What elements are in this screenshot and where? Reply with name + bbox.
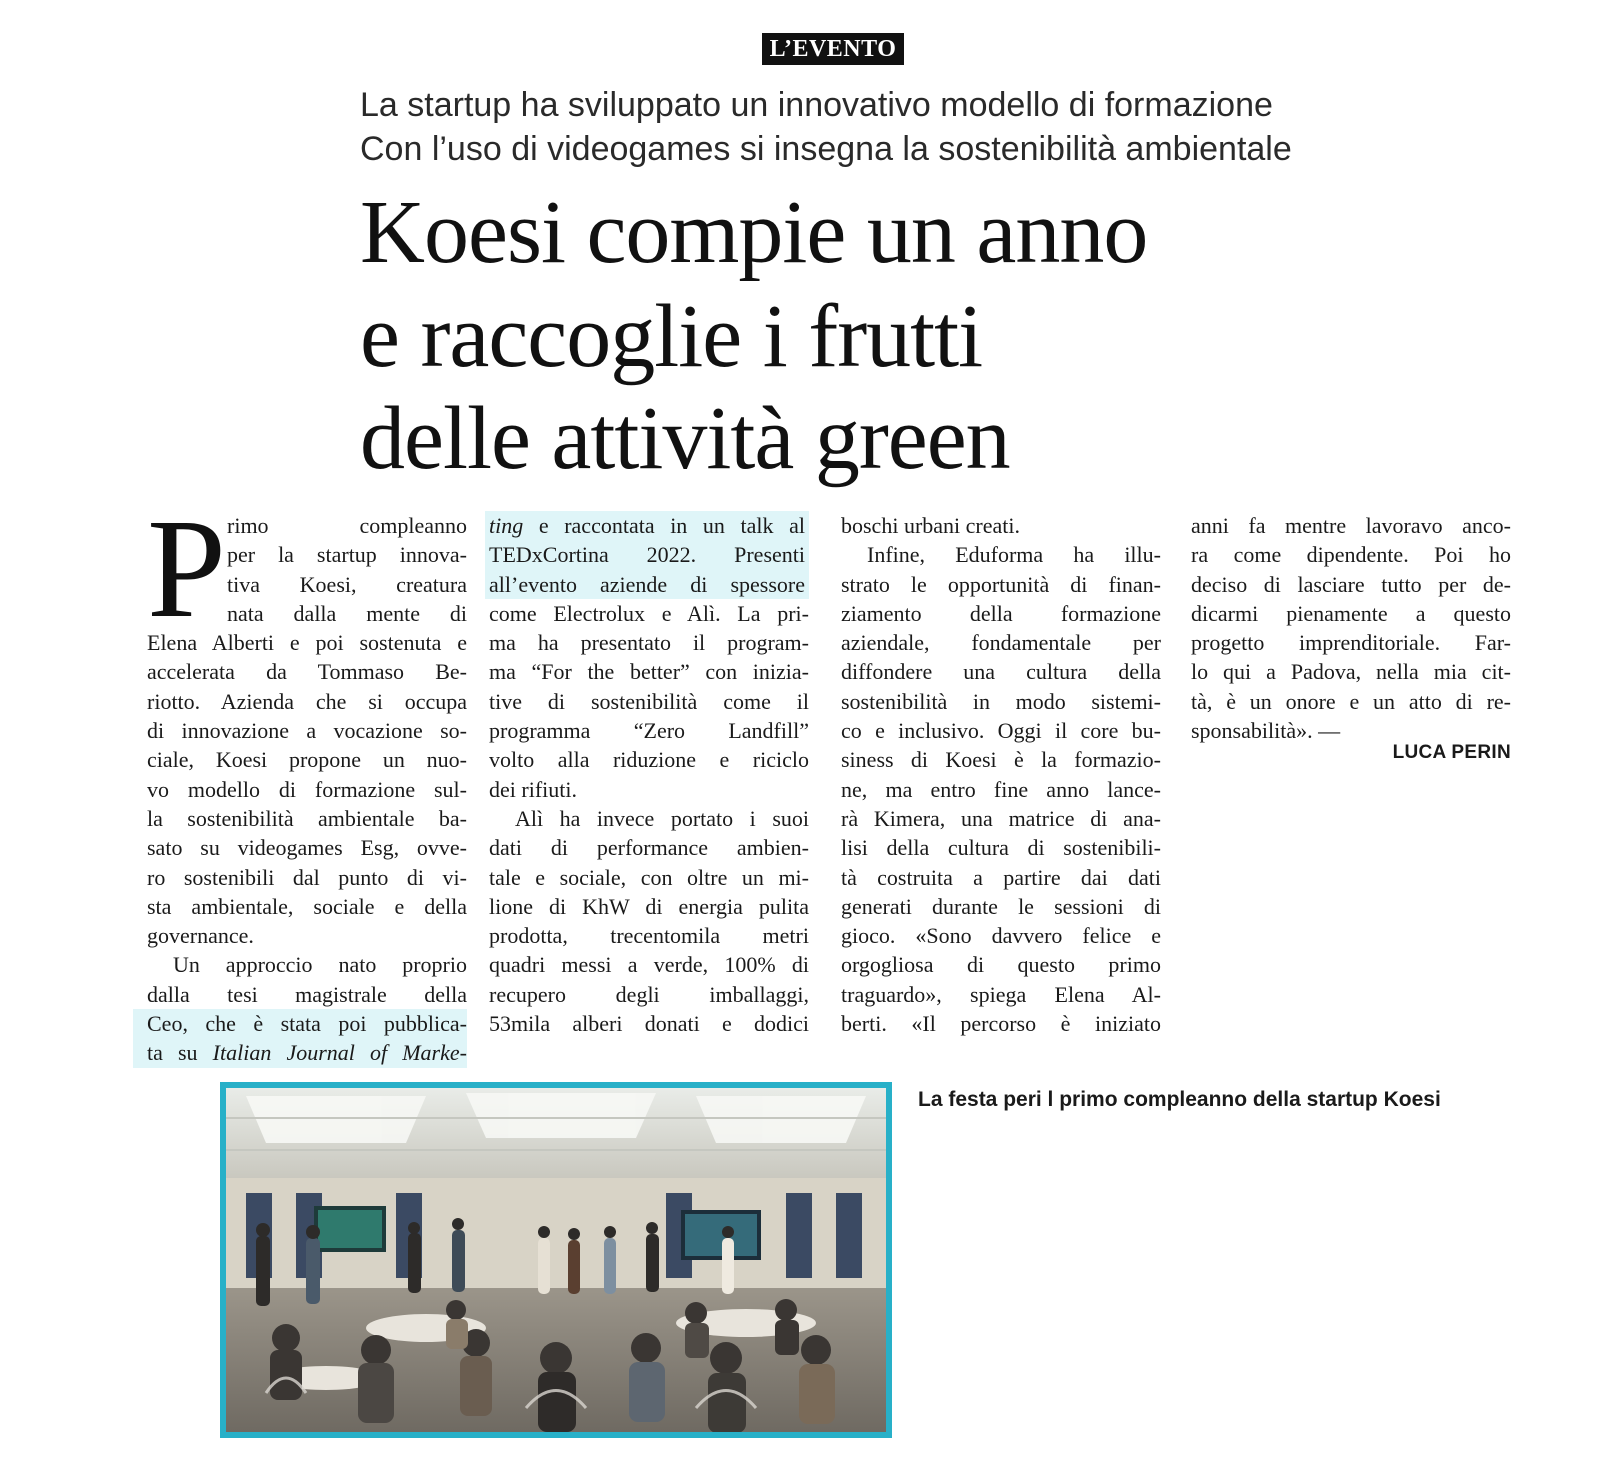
deck-line-1: La startup ha sviluppato un innovativo modello di formazione — [360, 86, 1273, 124]
headline-line-1: Koesi compie un anno — [360, 183, 1148, 282]
text-line: gioco. «Sono davvero felice e — [841, 923, 1161, 949]
text-line: tale e sociale, con oltre un mi- — [489, 864, 809, 890]
text-line: come Electrolux e Alì. La pri- — [489, 600, 809, 626]
text-line: tà, è un onore e un atto di re- — [1191, 688, 1511, 714]
text-line: diffondere una cultura della — [841, 659, 1161, 685]
highlighted-text-line: TEDxCortina 2022. Presenti — [485, 540, 809, 569]
text-line: governance. — [147, 923, 254, 949]
text-line: dicarmi pienamente a questo — [1191, 600, 1511, 626]
text-line: ciale, Koesi propone un nuo- — [147, 747, 467, 773]
text-line: dalla tesi magistrale della — [147, 981, 467, 1007]
text-line: riotto. Azienda che si occupa — [147, 688, 467, 714]
text-line: ne, ma entro fine anno lance- — [841, 776, 1161, 802]
text-line: co e inclusivo. Oggi il core bu- — [841, 718, 1161, 744]
text-line: di innovazione a vocazione so- — [147, 718, 467, 744]
section-kicker: L’EVENTO — [762, 33, 904, 65]
text-line: ma “For the better” con inizia- — [489, 659, 809, 685]
text-line: sostenibilità in modo sistemi- — [841, 688, 1161, 714]
highlighted-text-line: Ceo, che è stata poi pubblica- — [133, 1009, 467, 1038]
text-line: anni fa mentre lavoravo anco- — [1191, 513, 1511, 538]
text-line: tive di sostenibilità come il — [489, 688, 809, 714]
text-line: sponsabilità». — — [1191, 718, 1341, 744]
drop-cap: P — [147, 489, 226, 647]
text-line: deciso di lasciare tutto per de- — [1191, 571, 1511, 597]
photo-caption: La festa peri l primo compleanno della startup Koesi — [918, 1088, 1441, 1111]
author-byline: LUCA PERIN — [1392, 742, 1511, 763]
text-line: tà costruita a partire dai dati — [841, 864, 1161, 890]
text-line: ziamento della formazione — [841, 600, 1161, 626]
article-column-4 — [1191, 511, 1511, 745]
event-photo-illustration — [226, 1088, 886, 1432]
highlighted-text-line: ta su Italian Journal of Marke- — [133, 1038, 467, 1067]
headline-line-2: e raccoglie i frutti — [360, 287, 983, 386]
headline-line-3: delle attività green — [360, 389, 1010, 488]
text-line: rà Kimera, una matrice di ana- — [841, 805, 1161, 831]
text-line: dei rifiuti. — [489, 776, 577, 802]
text-line: orgogliosa di questo primo — [841, 952, 1161, 978]
text-line: Un approccio nato proprio — [173, 952, 467, 978]
text-line: sta ambientale, sociale e della — [147, 893, 467, 919]
event-photo — [220, 1082, 892, 1438]
text-line: dati di performance ambien- — [489, 835, 809, 861]
text-line: prodotta, trecentomila metri — [489, 923, 809, 949]
text-line: quadri messi a verde, 100% di — [489, 952, 809, 978]
article-column-2 — [489, 511, 809, 1038]
text-line: nata dalla mente di — [227, 600, 467, 626]
text-line: generati durante le sessioni di — [841, 893, 1161, 919]
text-line: ro sostenibili dal punto di vi- — [147, 864, 467, 890]
highlighted-text-line: ting e raccontata in un talk al — [485, 511, 809, 540]
text-line: siness di Koesi è la formazio- — [841, 747, 1161, 773]
text-line: accelerata da Tommaso Be- — [147, 659, 467, 685]
text-line: lisi della cultura di sostenibili- — [841, 835, 1161, 861]
text-line: Elena Alberti e poi sostenuta e — [147, 630, 467, 656]
text-line: traguardo», spiega Elena Al- — [841, 981, 1161, 1007]
article-column-3 — [841, 511, 1161, 1038]
highlighted-text-line: all’evento aziende di spessore — [485, 570, 809, 599]
text-line: aziendale, fondamentale per — [841, 630, 1161, 656]
text-line: per la startup innova- — [227, 542, 467, 568]
text-line: berti. «Il percorso è iniziato — [841, 1011, 1161, 1037]
deck-line-2: Con l’uso di videogames si insegna la sostenibilità ambientale — [360, 130, 1292, 168]
text-line: ma ha presentato il program- — [489, 630, 809, 656]
text-line: boschi urbani creati. — [841, 513, 1020, 538]
text-line: Infine, Eduforma ha illu- — [867, 542, 1161, 568]
text-line: tiva Koesi, creatura — [227, 571, 467, 597]
text-line: progetto imprenditoriale. Far- — [1191, 630, 1511, 656]
text-line: strato le opportunità di finan- — [841, 571, 1161, 597]
text-line: lione di KhW di energia pulita — [489, 893, 809, 919]
text-line: 53mila alberi donati e dodici — [489, 1011, 809, 1037]
text-line: volto alla riduzione e riciclo — [489, 747, 809, 773]
text-line: programma “Zero Landfill” — [489, 718, 809, 744]
text-line: ra come dipendente. Poi ho — [1191, 542, 1511, 568]
text-line: la sostenibilità ambientale ba- — [147, 805, 467, 831]
text-line: lo qui a Padova, nella mia cit- — [1191, 659, 1511, 685]
text-line: sato su videogames Esg, ovve- — [147, 835, 467, 861]
text-line: Alì ha invece portato i suoi — [515, 805, 809, 831]
text-line: vo modello di formazione sul- — [147, 776, 467, 802]
text-line: recupero degli imballaggi, — [489, 981, 809, 1007]
article-column-1 — [147, 489, 467, 1068]
text-line: rimo compleanno — [227, 513, 467, 538]
